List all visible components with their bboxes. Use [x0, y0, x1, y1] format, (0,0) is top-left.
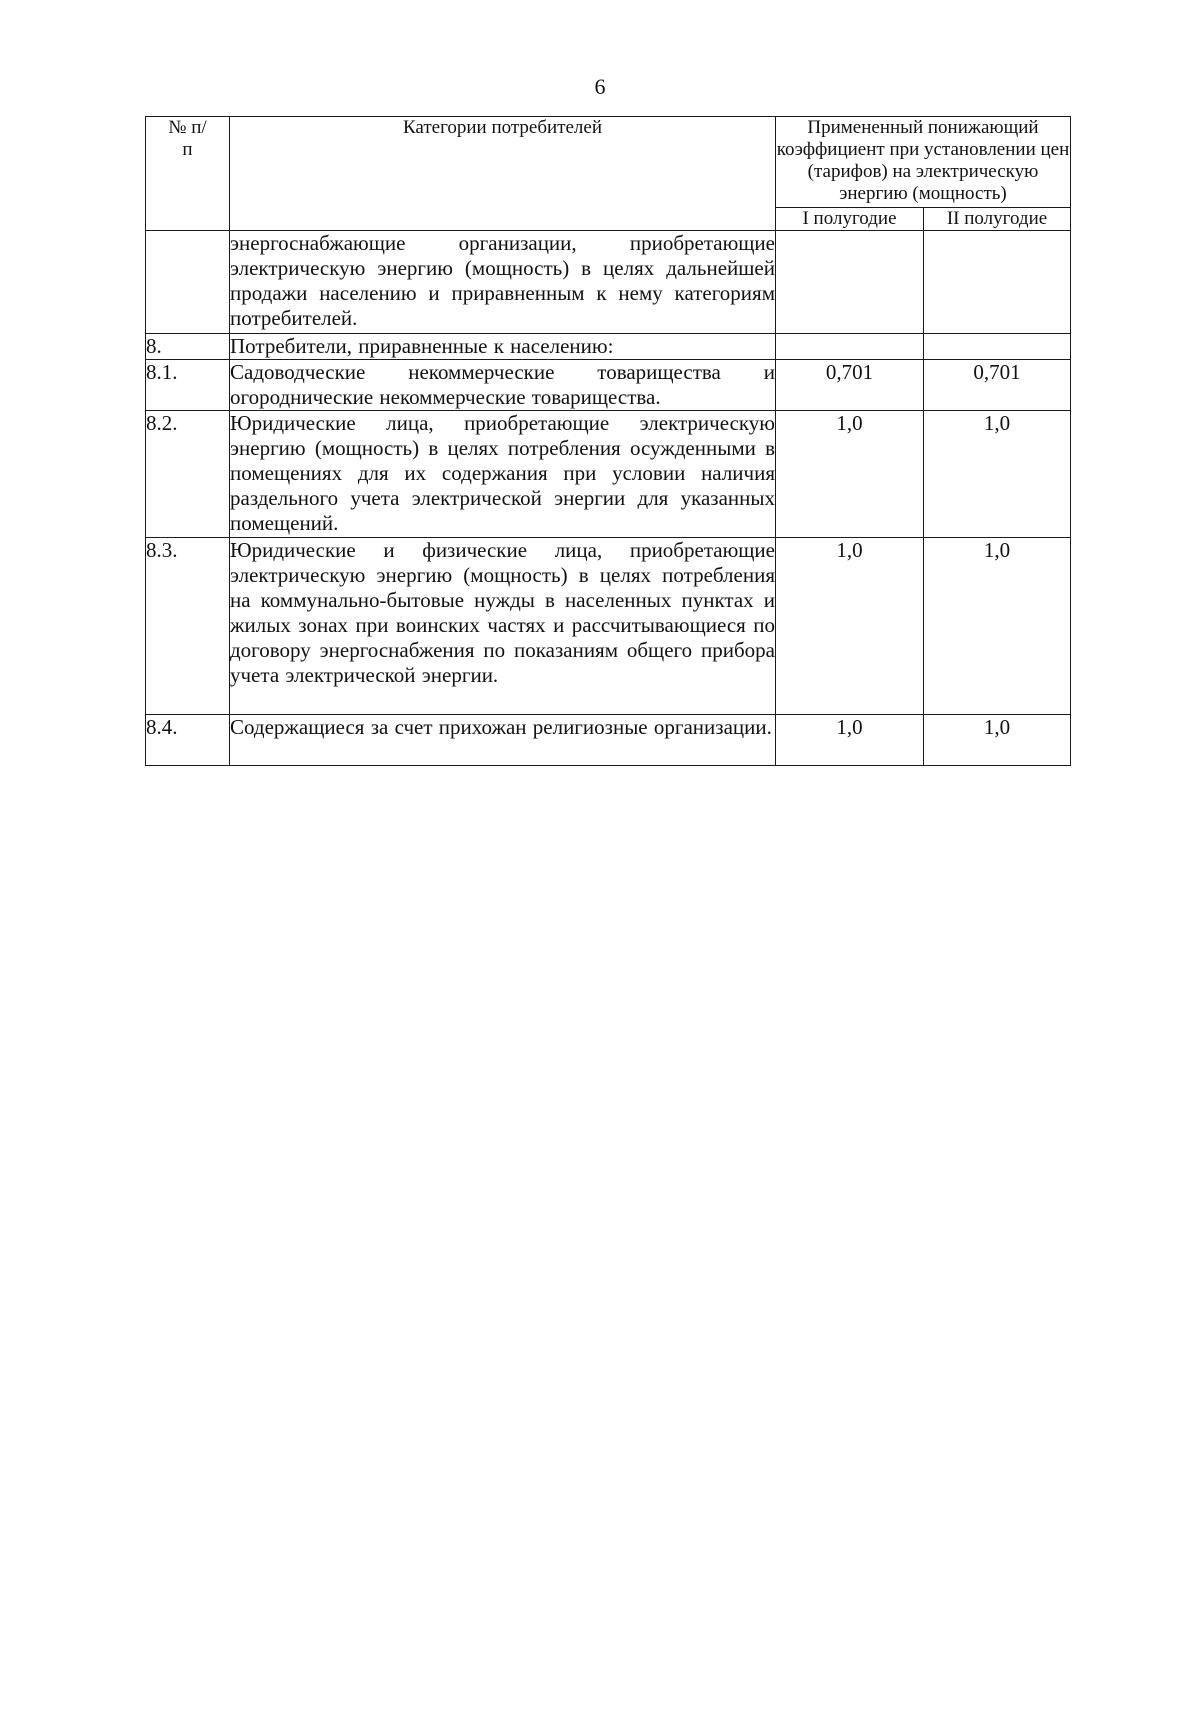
page-number: 6	[594, 74, 606, 99]
row-num: 8.1.	[146, 360, 230, 411]
row-category: Потребители, приравненные к населению:	[230, 334, 776, 360]
row-value-half-2: 1,0	[924, 538, 1071, 715]
header-half-1: I полугодие	[776, 208, 924, 231]
table-row	[146, 334, 1071, 360]
row-value-half-2: 1,0	[924, 411, 1071, 538]
row-category: Юридические и физические лица, приобретающие электрическую энергию (мощность) в целях потребления на коммунально-бытовые нужды в населенных пунктах и жилых зонах при воинских частях и рассчитывающиеся по договору энергоснабжения по показаниям общего прибора учета электрической энергии.	[230, 538, 776, 715]
row-value-half-1	[776, 334, 924, 360]
row-num: 8.2.	[146, 411, 230, 538]
row-value-half-2	[924, 334, 1071, 360]
header-half-2: II полугодие	[924, 208, 1071, 231]
tariff-coefficient-table	[145, 116, 1071, 766]
row-value-half-1	[776, 231, 924, 334]
header-num-text: № п/п	[168, 117, 207, 160]
row-num: 8.4.	[146, 715, 230, 766]
table-row	[146, 715, 1071, 766]
row-num: 8.3.	[146, 538, 230, 715]
row-value-half-1: 1,0	[776, 715, 924, 766]
row-value-half-1: 1,0	[776, 411, 924, 538]
header-num	[146, 117, 230, 231]
header-row	[146, 117, 1071, 208]
row-category: энергоснабжающие организации, приобретающие электрическую энергию (мощность) в целях дальнейшей продажи населению и приравненным к нему категориям потребителей.	[230, 231, 776, 334]
table-row	[146, 538, 1071, 715]
row-num	[146, 231, 230, 334]
row-category: Юридические лица, приобретающие электрическую энергию (мощность) в целях потребления осужденными в помещениях для их содержания при условии наличия раздельного учета электрической энергии для указанных помещений.	[230, 411, 776, 538]
row-value-half-2: 0,701	[924, 360, 1071, 411]
header-coefficient: Примененный понижающий коэффициент при установлении цен (тарифов) на электрическую энергию (мощность)	[776, 117, 1071, 208]
row-value-half-1: 1,0	[776, 538, 924, 715]
header-category: Категории потребителей	[230, 117, 776, 231]
row-num: 8.	[146, 334, 230, 360]
row-value-half-2: 1,0	[924, 715, 1071, 766]
row-category: Садоводческие некоммерческие товарищества и огороднические некоммерческие товарищества.	[230, 360, 775, 409]
table-row	[146, 411, 1071, 538]
table-row	[146, 360, 1071, 411]
row-category: Содержащиеся за счет прихожан религиозные организации.	[230, 715, 776, 766]
row-value-half-2	[924, 231, 1071, 334]
table-row	[146, 231, 1071, 334]
row-value-half-1: 0,701	[776, 360, 924, 411]
